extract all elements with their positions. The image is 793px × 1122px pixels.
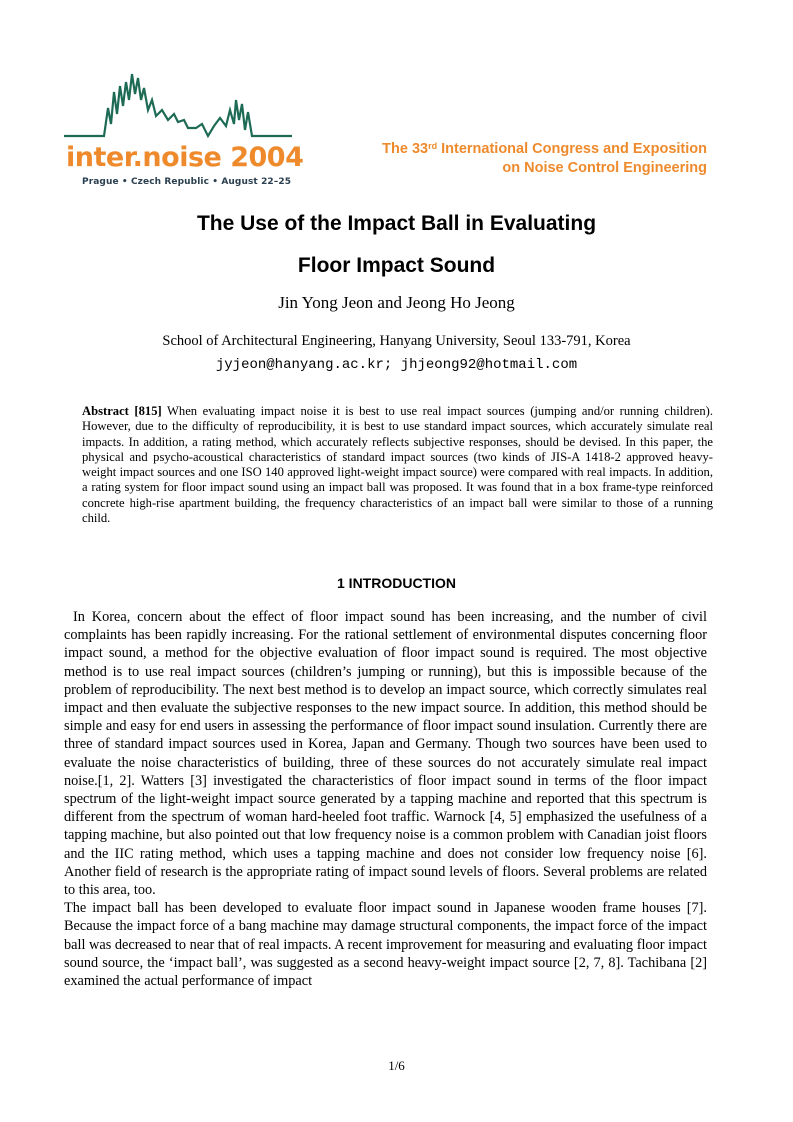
introduction-body [64,608,707,990]
logo-subtitle: Prague • Czech Republic • August 22–25 [82,177,292,187]
mountain-skyline-graphic [64,70,294,150]
logo-wordmark: inter.noise 2004 [66,142,304,173]
conference-logo [64,70,304,192]
introduction-paragraph-1: In Korea, concern about the effect of floor impact sound has been increasing, and the number of civil complaints has been rapidly increasing. For the rational settlement of environmental disputes concerning floor impact sound, a method for the objective evaluation of floor impact sound is required. The most objective method is to use real impact sources (children’s jumping or running), but this is impossible because of the problem of reproducibility. The next best method is to develop an impact source, which correctly simulates real impact and then evaluate the subjective responses to the new impact source. In addition, this method should be simple and easy for end users in assessing the performance of floor impact sound insulation. Currently there are three of standard impact sources used in Korea, Japan and Germany. Though two sources have been used to evaluate the noise characteristics of building, three of these sources do not accurately simulate real impact noise.[1, 2]. Watters [3] investigated the characteristics of floor impact sound in terms of the floor impact spectrum of the light-weight impact source generated by a tapping machine and reported that this spectrum is different from the spectrum of woman hard-heeled foot traffic. Warnock [4, 5] emphasized the usefulness of a tapping machine, but also pointed out that low frequency noise is a common problem with Canadian joist floors and the IIC rating method, which uses a tapping machine and does not consider low frequency noise [6]. Another field of research is the appropriate rating of impact sound levels of floors. Several problems are related to this area, too. [64,609,707,899]
author-emails: jyjeon@hanyang.ac.kr; jhjeong92@hotmail.com [215,357,578,373]
paper-authors: Jin Yong Jeon and Jeong Ho Jeong [278,293,515,312]
page-number: 1/6 [388,1058,405,1073]
congress-line-2: on Noise Control Engineering [502,160,707,176]
abstract-label: Abstract [815] [82,404,162,418]
section-heading-introduction: 1 INTRODUCTION [337,575,456,591]
congress-line-1: The 33rd International Congress and Exposition [382,141,707,157]
paper-title-line-2: Floor Impact Sound [297,254,496,277]
abstract-text: When evaluating impact noise it is best to use real impact sources (jumping and/or running children). However, due to the difficulty of reproducibility, it is best to use standard impact sources, which accurately simulate real impacts. In addition, a rating method, which accurately reflects subjective responses, should be devised. In this paper, the physical and psycho-acoustical characteristics of standard impact sources (two kinds of JIS-A 1418-2 approved heavy-weight impact sources and one ISO 140 approved light-weight impact source) were compared with real impacts. In addition, a rating system for floor impact sound using an impact ball was proposed. It was found that in a box frame-type reinforced concrete high-rise apartment building, the frequency characteristics of an impact ball were similar to those of a running child. [82,404,713,526]
congress-title [382,140,707,178]
abstract [82,404,713,526]
introduction-paragraph-2: The impact ball has been developed to evaluate floor impact sound in Japanese wooden frame houses [7]. Because the impact force of a bang machine may damage structural components, the impact force of the impact ball was decreased to near that of real impacts. A recent improvement for measuring and evaluating floor impact sound source, the ‘impact ball’, was suggested as a second heavy-weight impact source [2, 7, 8]. Tachibana [2] examined the actual performance of impact [64,900,707,990]
author-affiliation: School of Architectural Engineering, Hanyang University, Seoul 133-791, Korea [162,333,631,349]
paper-title-line-1: The Use of the Impact Ball in Evaluating [196,212,597,235]
